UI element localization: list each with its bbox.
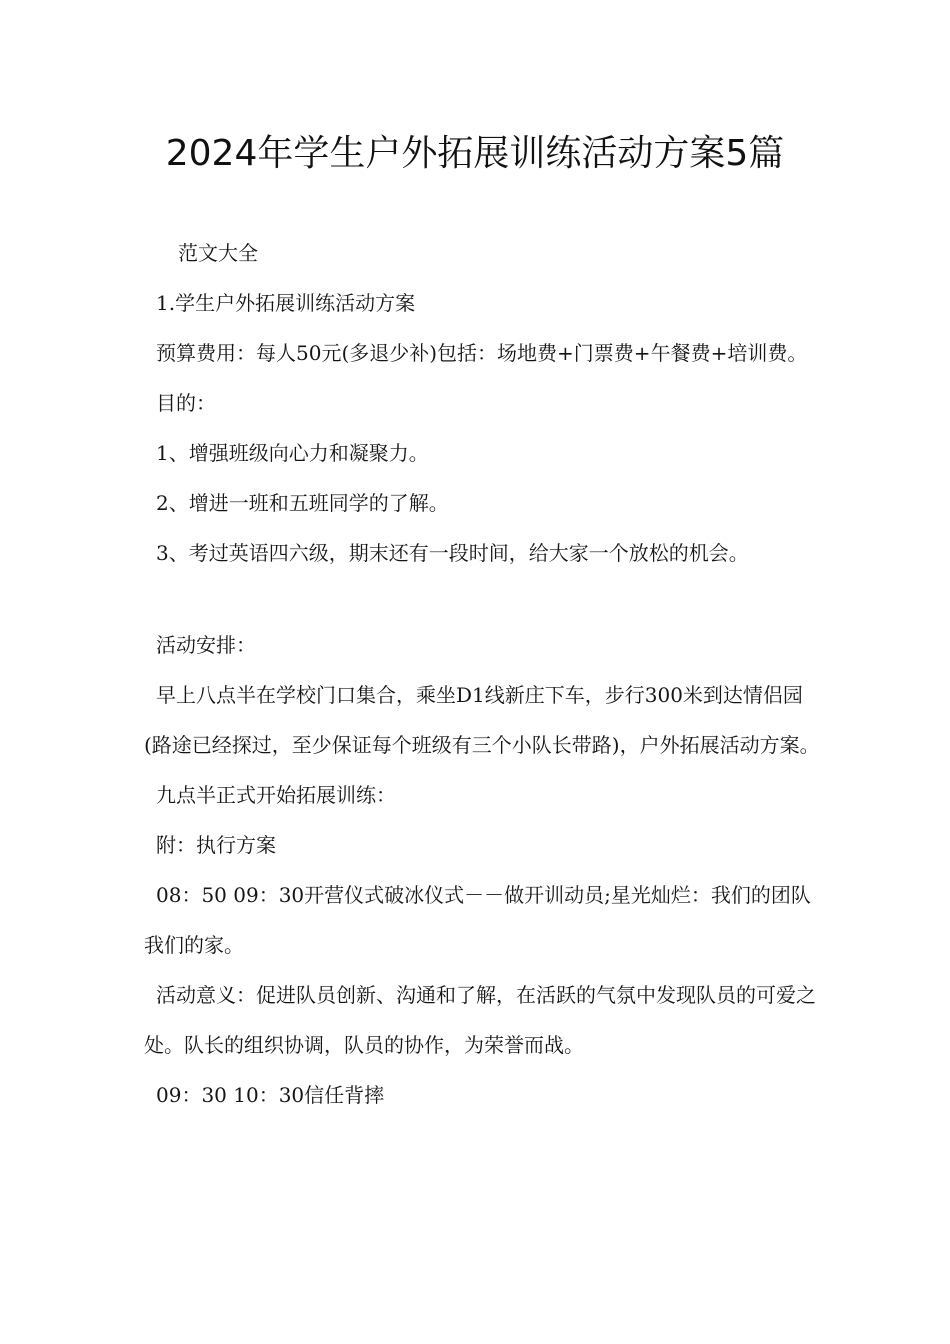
- paragraph-schedule-details: 早上八点半在学校门口集合，乘坐D1线新庄下车，步行300米到达情侣园(路途已经探过，至少保证每个班级有三个小队长带路)，户外拓展活动方案。: [144, 683, 820, 757]
- paragraph-purpose-1: 1、增强班级向心力和凝聚力。: [156, 441, 429, 465]
- paragraph-purpose-3: 3、考过英语四六级，期末还有一段时间，给大家一个放松的机会。: [156, 541, 749, 565]
- section-heading-1: 1.学生户外拓展训练活动方案: [156, 291, 416, 315]
- paragraph-spacer: [144, 578, 824, 620]
- paragraph-opening-ceremony: 08：50 09：30开营仪式破冰仪式－－做开训动员;星光灿烂：我们的团队我们的家。: [144, 883, 811, 957]
- paragraph-category: 范文大全: [178, 241, 258, 265]
- paragraph-purpose-heading: 目的：: [156, 391, 216, 415]
- paragraph-appendix: 附：执行方案: [156, 833, 276, 857]
- paragraph-schedule-heading: 活动安排：: [156, 633, 256, 657]
- document-body: [144, 228, 824, 1120]
- paragraph-activity-meaning: 活动意义：促进队员创新、沟通和了解，在活跃的气氛中发现队员的可爱之处。队长的组织协调，队员的协作，为荣誉而战。: [144, 983, 816, 1057]
- paragraph-training-start: 九点半正式开始拓展训练：: [156, 783, 396, 807]
- paragraph-trust-fall: 09：30 10：30信任背摔: [156, 1083, 385, 1107]
- paragraph-budget: 预算费用：每人50元(多退少补)包括：场地费+门票费+午餐费+培训费。: [156, 341, 808, 365]
- paragraph-purpose-2: 2、增进一班和五班同学的了解。: [156, 491, 449, 515]
- document-title: 2024年学生户外拓展训练活动方案5篇: [165, 133, 785, 174]
